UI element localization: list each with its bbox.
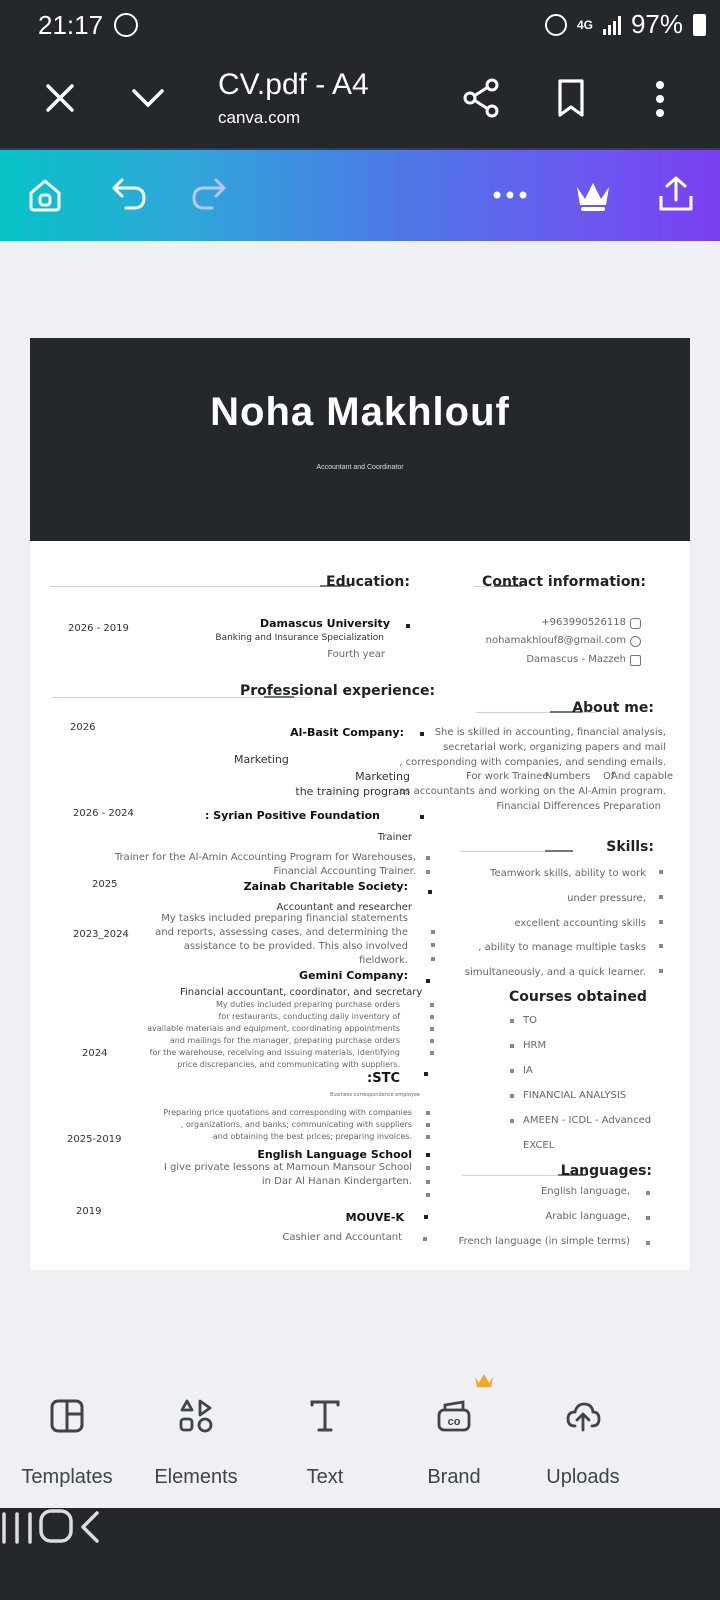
- more-icon[interactable]: [492, 190, 528, 200]
- tool-brand-label: Brand: [427, 1466, 481, 1488]
- exp-year-5: 2024: [82, 1048, 108, 1059]
- exp-3-desc-1: My tasks included preparing financial statements: [161, 913, 408, 924]
- experience-heading: Professional experience:: [240, 683, 436, 699]
- exp-4-desc-1: My duties included preparing purchase orders: [216, 1000, 400, 1009]
- tool-elements-label: Elements: [154, 1466, 238, 1488]
- document-domain: canva.com: [218, 108, 301, 127]
- about-line-6: Financial Differences Preparation: [496, 801, 661, 812]
- share-icon[interactable]: [656, 174, 696, 214]
- exp-5-desc-3: and obtaining the best prices; preparing invoices.: [212, 1132, 412, 1141]
- cv-page[interactable]: [30, 338, 690, 1270]
- exp-company-5: :STC: [367, 1071, 400, 1086]
- exp-1-line-1: Marketing: [234, 753, 289, 766]
- system-nav-bar: [0, 1508, 720, 1600]
- battery-percent: 97%: [630, 9, 683, 39]
- about-line-3: , corresponding with companies, and sending emails.: [399, 757, 666, 768]
- skill-2: under pressure,: [567, 893, 646, 904]
- about-line-1: She is skilled in accounting, financial analysis,: [434, 727, 666, 738]
- recents-icon[interactable]: [0, 1512, 34, 1544]
- exp-year-7: 2019: [76, 1206, 102, 1217]
- exp-5-line-1: Business correspondence employee: [330, 1092, 420, 1098]
- tool-uploads-label: Uploads: [546, 1466, 620, 1488]
- exp-company-3: Zainab Charitable Society:: [243, 880, 408, 893]
- language-3: French language (in simple terms): [458, 1236, 630, 1247]
- course-1: TO: [523, 1015, 537, 1026]
- exp-3-line-1: Accountant and researcher: [276, 902, 412, 913]
- exp-7-line-1: Cashier and Accountant: [282, 1232, 402, 1243]
- status-bar: [0, 0, 720, 52]
- exp-1-line-2: Marketing: [355, 770, 410, 783]
- exp-6-desc-1: I give private lessons at Mamoun Mansour School: [163, 1162, 412, 1173]
- education-heading: Education:: [326, 574, 410, 590]
- course-6: EXCEL: [523, 1140, 555, 1151]
- about-line-4c: Of: [603, 771, 615, 782]
- crown-icon[interactable]: [573, 177, 613, 213]
- courses-heading: Courses obtained: [509, 989, 647, 1005]
- exp-3-desc-4: fieldwork.: [359, 955, 408, 966]
- document-title: CV.pdf - A4: [218, 68, 369, 101]
- back-icon[interactable]: [79, 1510, 101, 1544]
- about-heading: About me:: [572, 700, 654, 716]
- signal-icon: [603, 15, 621, 35]
- exp-company-7: MOUVE-K: [345, 1211, 404, 1224]
- exp-company-4: Gemini Company:: [299, 969, 408, 982]
- skill-1: Teamwork skills, ability to work: [490, 868, 646, 879]
- elements-icon: [178, 1398, 214, 1434]
- network-type: 4G: [576, 17, 593, 32]
- education-school: Damascus University: [259, 617, 390, 630]
- home-icon[interactable]: [26, 176, 64, 214]
- exp-year-2: 2026 - 2024: [73, 808, 134, 819]
- alarm-icon: [545, 14, 567, 36]
- contact-email: nohamakhlouf8@gmail.com: [485, 635, 626, 646]
- about-line-4: For work Trainee: [466, 771, 549, 782]
- exp-year-6: 2025-2019: [67, 1134, 122, 1145]
- exp-year-4: 2023_2024: [73, 929, 129, 940]
- about-line-5: as accountants and working on the Al-Amin program.: [399, 786, 666, 797]
- editor-toolbar: [0, 150, 720, 241]
- chevron-down-icon[interactable]: [130, 86, 166, 110]
- contact-heading: Contact information:: [482, 574, 646, 590]
- tool-text-label: Text: [306, 1466, 344, 1488]
- course-3: IA: [523, 1065, 533, 1076]
- whatsapp-icon: [114, 13, 138, 37]
- text-icon: [307, 1398, 343, 1434]
- education-year: Fourth year: [327, 649, 385, 660]
- templates-icon: [49, 1398, 85, 1434]
- globe-icon: [630, 636, 641, 647]
- cv-name: Noha Makhlouf: [210, 390, 510, 434]
- bookmark-icon[interactable]: [556, 78, 586, 118]
- exp-company-2: : Syrian Positive Foundation: [204, 809, 380, 822]
- exp-4-desc-5: for the warehouse, receiving and issuing materials, identifying: [149, 1048, 400, 1057]
- language-2: Arabic language,: [545, 1211, 630, 1222]
- exp-1-line-3: the training program: [295, 785, 410, 798]
- about-line-2: secretarial work, organizing papers and mail: [443, 742, 666, 753]
- home-small-icon: [630, 655, 641, 666]
- phone-icon: [630, 618, 641, 629]
- tool-templates-label: Templates: [21, 1466, 113, 1488]
- skills-heading: Skills:: [606, 839, 654, 855]
- status-time: 21:17: [38, 10, 104, 40]
- redo-icon[interactable]: [188, 176, 228, 214]
- exp-4-desc-2: for restaurants, conducting daily inventory of: [218, 1012, 400, 1021]
- about-line-4d: And capable: [611, 771, 674, 782]
- course-5: AMEEN - ICDL - Advanced: [523, 1115, 652, 1126]
- battery-icon: [693, 14, 706, 36]
- exp-4-desc-3: available materials and equipment, coordinating appointments: [147, 1024, 400, 1033]
- brand-icon: [436, 1398, 472, 1434]
- education-years: 2026 - 2019: [68, 623, 129, 634]
- exp-5-desc-1: Preparing price quotations and corresponding with companies: [163, 1108, 412, 1117]
- exp-company-6: English Language School: [257, 1148, 412, 1161]
- exp-2-line-3: Financial Accounting Trainer.: [273, 866, 416, 877]
- browser-top-bar: [0, 52, 720, 150]
- exp-3-desc-3: assistance to be provided. This also involved: [183, 941, 408, 952]
- exp-2-line-1: Trainer: [377, 832, 412, 843]
- exp-company-1: Al-Basit Company:: [290, 726, 404, 739]
- svg-text:co: co: [447, 1416, 461, 1428]
- cv-role: Accountant and Coordinator: [316, 464, 404, 471]
- languages-heading: Languages:: [560, 1163, 652, 1179]
- exp-4-desc-6: price discrepancies, and communicating with suppliers.: [177, 1060, 400, 1069]
- exp-year-3: 2025: [92, 879, 118, 890]
- about-line-4b: Numbers: [545, 771, 591, 782]
- contact-phone: +963990526118: [541, 617, 626, 628]
- undo-icon[interactable]: [110, 176, 150, 214]
- close-icon[interactable]: [44, 82, 76, 114]
- crown-badge-icon: [473, 1372, 495, 1390]
- contact-address: Damascus - Mazzeh: [526, 654, 626, 665]
- more-vertical-icon[interactable]: [652, 79, 668, 119]
- uploads-icon: [565, 1398, 601, 1434]
- language-1: English language,: [540, 1186, 630, 1197]
- exp-4-line-1: Financial accountant, coordinator, and secretary: [180, 987, 423, 998]
- education-specialization: Banking and Insurance Specialization: [215, 633, 384, 643]
- exp-3-desc-2: and reports, assessing cases, and determining the: [155, 927, 408, 938]
- exp-5-desc-2: , organizations, and banks; communicating with suppliers: [180, 1120, 412, 1129]
- bottom-tool-bar: [0, 1368, 720, 1508]
- cv-header: [30, 338, 690, 541]
- course-4: FINANCIAL ANALYSIS: [523, 1090, 627, 1101]
- exp-year-1: 2026: [70, 722, 96, 733]
- home-nav-icon[interactable]: [38, 1508, 74, 1544]
- exp-2-line-2: Trainer for the Al-Amin Accounting Program for Warehouses,: [114, 852, 416, 863]
- exp-4-desc-4: and mailings for the manager, preparing purchase orders: [169, 1036, 400, 1045]
- course-2: HRM: [523, 1040, 547, 1051]
- skill-3: excellent accounting skills: [514, 918, 646, 929]
- skill-4: , ability to manage multiple tasks: [478, 942, 646, 953]
- skill-5: simultaneously, and a quick learner.: [464, 967, 646, 978]
- share-nodes-icon[interactable]: [462, 78, 500, 118]
- exp-6-desc-2: in Dar Al Hanan Kindergarten.: [261, 1176, 412, 1187]
